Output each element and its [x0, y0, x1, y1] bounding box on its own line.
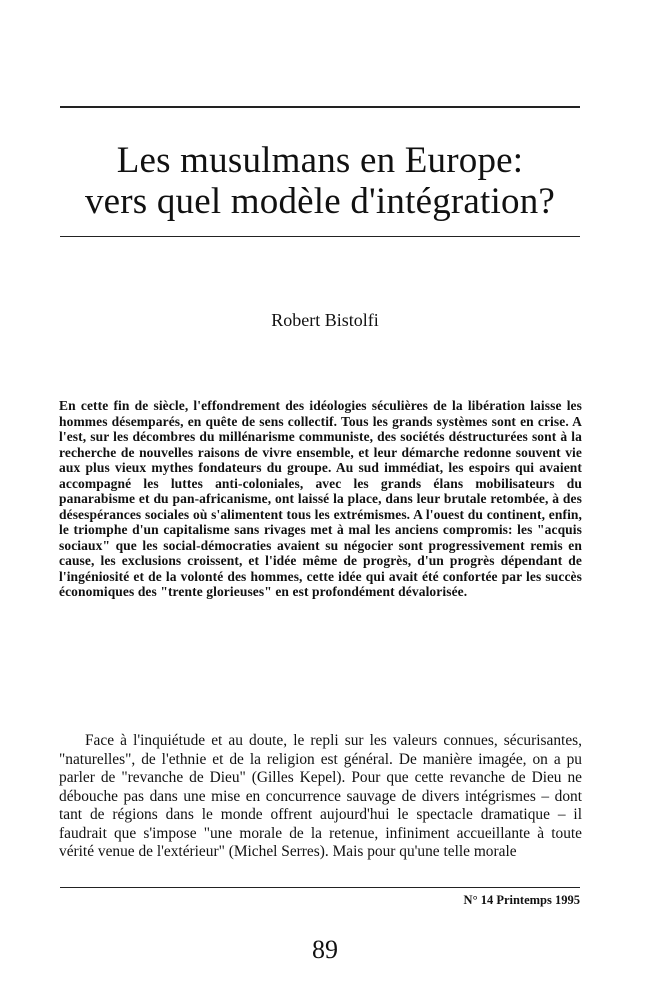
author-name: Robert Bistolfi — [271, 310, 379, 330]
page-number: 89 — [312, 935, 338, 964]
title-line-1: Les musulmans en Europe: — [116, 140, 524, 181]
title-line-2: vers quel modèle d'intégration? — [84, 181, 556, 222]
abstract-paragraph: En cette fin de siècle, l'effondrement des idéologies séculières de la libération laisse les hommes désemparés, en quête de sens collectif. Tous les grands systèmes sont en crise. A l'est, sur les décombres du millénarisme communiste, des sociétés déstructurées sont à la recherche de nouvelles raisons de vivre ensemble, et leur démarche redonne souvent vie aux plus vieux mythes fondateurs du groupe. Au sud immédiat, les espoirs qui avaient accompagné les luttes anti-coloniales, avec les grands élans mobilisateurs du panarabisme et du pan-africanisme, ont laissé la place, dans leur brutale retombée, à des désespérances sociales où s'alimentent tous les extrémismes. A l'ouest du continent, enfin, le triomphe d'un capitalisme sans rivages met à mal les anciens compromis: les "acquis sociaux" que les social-démocraties avaient su négocier sont progressivement remis en cause, les exclusions croissent, et l'idée même de progrès, d'un progrès dépendant de l'ingéniosité et de la volonté des hommes, cette idée qui avait été confortée par les succès économiques des "trente glorieuses" en est profondément dévalorisée. — [59, 398, 582, 599]
article-title — [40, 140, 600, 222]
footer-rule — [60, 887, 580, 888]
issue-footer: N° 14 Printemps 1995 — [463, 893, 580, 907]
body-paragraph: Face à l'inquiétude et au doute, le repli sur les valeurs connues, sécurisantes, "naturelles", de l'ethnie et de la religion est général. De manière imagée, on a pu parler de "revanche de Dieu" (Gilles Kepel). Pour que cette revanche de Dieu ne débouche pas dans une mise en concurrence sauvage de divers intégrismes – dont tant de régions dans le monde offrent aujourd'hui le spectacle dramatique – il faudrait que s'impose "une morale de la retenue, infiniment accueillante à toute vérité venue de l'extérieur" (Michel Serres). Mais pour qu'une telle morale — [59, 732, 582, 860]
title-rule — [60, 236, 580, 237]
top-rule — [60, 106, 580, 108]
